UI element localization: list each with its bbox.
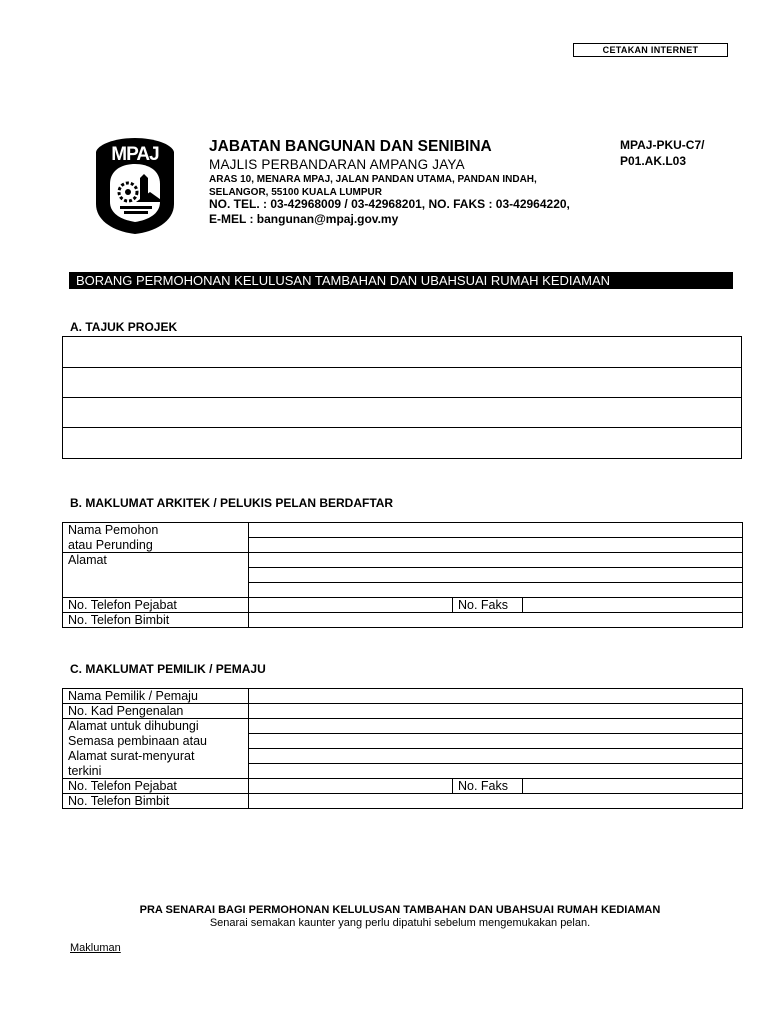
owner-office-tel-field[interactable] <box>249 779 453 794</box>
project-title-line-1[interactable] <box>63 337 741 368</box>
contact-address-label-2: Semasa pembinaan atau <box>63 734 249 749</box>
council-name: MAJLIS PERBANDARAN AMPANG JAYA <box>209 157 465 172</box>
owner-table <box>62 688 743 809</box>
section-c-heading: C. MAKLUMAT PEMILIK / PEMAJU <box>70 662 266 676</box>
owner-name-field[interactable] <box>249 689 743 704</box>
applicant-name-label: Nama Pemohon <box>63 523 249 538</box>
print-badge: CETAKAN INTERNET <box>573 43 728 57</box>
contact-address-label-4: terkini <box>63 764 249 779</box>
fax-label: No. Faks <box>453 598 523 613</box>
contact-address-field-3[interactable] <box>249 749 743 764</box>
address-field-3[interactable] <box>249 583 743 598</box>
owner-mobile-tel-label: No. Telefon Bimbit <box>63 794 249 809</box>
checklist-subtitle: Senarai semakan kaunter yang perlu dipatuhi sebelum mengemukakan pelan. <box>209 917 591 929</box>
checklist-title: PRA SENARAI BAGI PERMOHONAN KELULUSAN TAMBAHAN DAN UBAHSUAI RUMAH KEDIAMAN <box>139 904 661 916</box>
architect-table <box>62 522 743 628</box>
makluman-heading: Makluman <box>70 942 121 954</box>
applicant-name-field[interactable] <box>249 523 743 538</box>
owner-office-tel-label: No. Telefon Pejabat <box>63 779 249 794</box>
office-tel-field[interactable] <box>249 598 453 613</box>
project-title-line-2[interactable] <box>63 368 741 398</box>
ic-number-field[interactable] <box>249 704 743 719</box>
contact-address-label: Alamat untuk dihubungi <box>63 719 249 734</box>
logo-text: MPAJ <box>111 144 159 165</box>
owner-fax-field[interactable] <box>523 779 743 794</box>
contact-address-field-1[interactable] <box>249 719 743 734</box>
mobile-tel-field[interactable] <box>249 613 743 628</box>
owner-name-label: Nama Pemilik / Pemaju <box>63 689 249 704</box>
owner-fax-label: No. Faks <box>453 779 523 794</box>
owner-mobile-tel-field[interactable] <box>249 794 743 809</box>
project-title-line-4[interactable] <box>63 428 741 458</box>
section-b-heading: B. MAKLUMAT ARKITEK / PELUKIS PELAN BERDAFTAR <box>70 496 394 510</box>
office-tel-label: No. Telefon Pejabat <box>63 598 249 613</box>
contact-address-field-2[interactable] <box>249 734 743 749</box>
applicant-name-field-2[interactable] <box>249 538 743 553</box>
address-field-2[interactable] <box>249 568 743 583</box>
address-field-1[interactable] <box>249 553 743 568</box>
mpaj-logo <box>92 134 178 236</box>
contact-address-field-4[interactable] <box>249 764 743 779</box>
mobile-tel-label: No. Telefon Bimbit <box>63 613 249 628</box>
section-a-heading: A. TAJUK PROJEK <box>70 320 178 334</box>
form-code: MPAJ-PKU-C7/ P01.AK.L03 <box>620 138 705 168</box>
fax-field[interactable] <box>523 598 743 613</box>
project-title-box <box>62 336 742 459</box>
form-title: BORANG PERMOHONAN KELULUSAN TAMBAHAN DAN UBAHSUAI RUMAH KEDIAMAN <box>69 272 733 289</box>
applicant-name-label-2: atau Perunding <box>63 538 249 553</box>
department-title: JABATAN BANGUNAN DAN SENIBINA <box>209 138 492 155</box>
address-block: ARAS 10, MENARA MPAJ, JALAN PANDAN UTAMA, PANDAN INDAH, SELANGOR, 55100 KUALA LUMPUR <box>209 174 537 198</box>
ic-number-label: No. Kad Pengenalan <box>63 704 249 719</box>
contact-block: NO. TEL. : 03-42968009 / 03-42968201, NO. FAKS : 03-42964220, E-MEL : bangunan@mpaj.gov.my <box>209 197 570 226</box>
project-title-line-3[interactable] <box>63 398 741 428</box>
address-label: Alamat <box>63 553 249 568</box>
contact-address-label-3: Alamat surat-menyurat <box>63 749 249 764</box>
